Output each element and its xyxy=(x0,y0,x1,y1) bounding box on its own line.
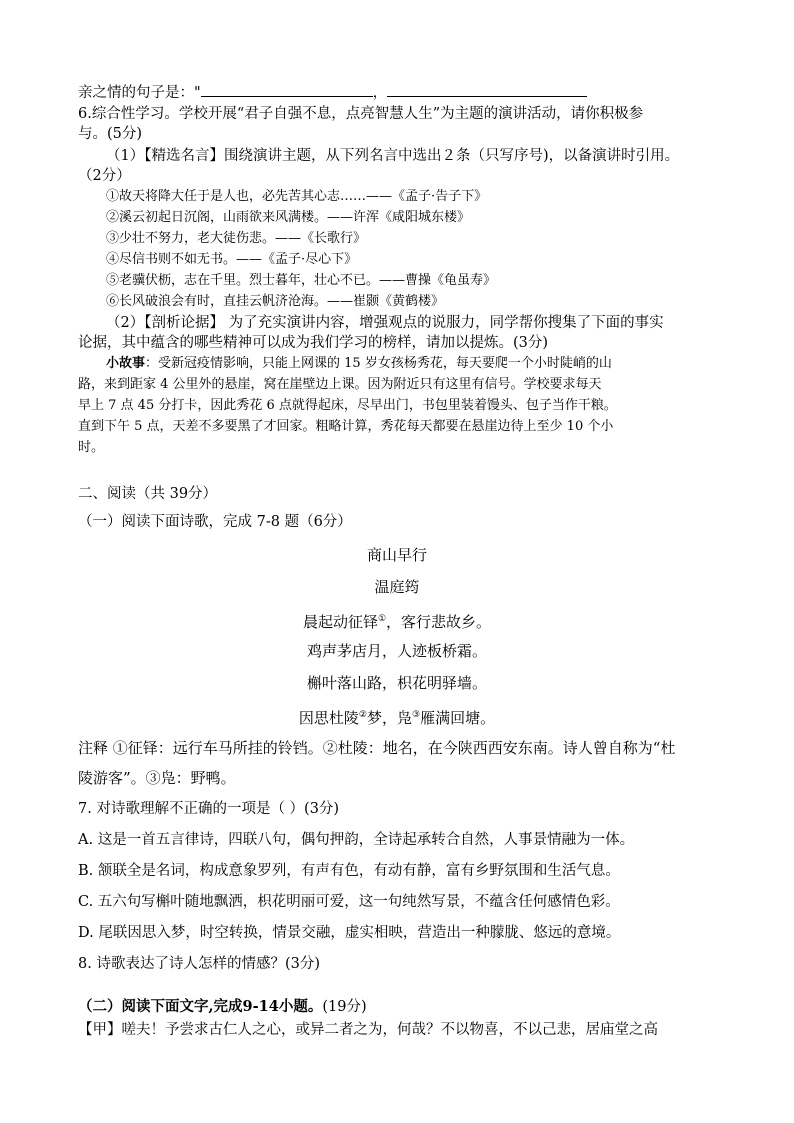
story-line: 时。 xyxy=(78,440,105,455)
q5-comma: ， xyxy=(372,85,388,101)
story-line xyxy=(106,354,612,374)
q7-stem: 7. 对诗歌理解不正确的一项是（ ）(3分) xyxy=(78,801,340,817)
quote-item: ⑥长风破浪会有时，直挂云帆济沧海。——崔颢《黄鹤楼》 xyxy=(106,294,445,309)
footnote-marker: ② xyxy=(358,710,367,720)
part2-intro-text: （二）阅读下面文字,完成9-14小题。 xyxy=(78,998,323,1015)
poem-line xyxy=(0,705,794,728)
poem-line: 槲叶落山路，枳花明驿墙。 xyxy=(306,674,487,692)
q5-answer-line xyxy=(78,82,587,103)
q6-stem-line1: 6.综合性学习。学校开展“君子自强不息，点亮智慧人生”为主题的演讲活动，请你积极参 xyxy=(78,106,644,122)
poem-author: 温庭筠 xyxy=(374,578,420,596)
poem-line: 鸡声茅店月，人迹板桥霜。 xyxy=(306,642,487,660)
part2-intro xyxy=(78,997,367,1017)
q8-stem: 8. 诗歌表达了诗人怎样的情感？(3分) xyxy=(78,956,320,972)
q6-part1-line1: （1）【精选名言】围绕演讲主题，从下列名言中选出２条（只写序号)，以备演讲时引用。 xyxy=(106,148,680,164)
q7-option-c: C. 五六句写槲叶随地飘洒，枳花明丽可爱，这一句纯然写景，不蕴含任何感情色彩。 xyxy=(78,894,620,910)
quote-item: ②溪云初起日沉阁，山雨欲来风满楼。——许浑《咸阳城东楼》 xyxy=(106,210,471,225)
poem-note-line2: 陵游客”。③凫：野鸭。 xyxy=(78,769,236,787)
q7-option-a: A. 这是一首五言律诗，四联八句，偶句押韵，全诗起承转合自然，人事景情融为一体。 xyxy=(78,832,635,848)
footnote-marker: ① xyxy=(377,614,387,624)
q6-stem-line2: 与。(5分) xyxy=(78,126,143,142)
q6-part2-line2: 论据，其中蕴含的哪些精神可以成为我们学习的榜样，请加以提炼。(3分) xyxy=(78,335,549,351)
poem-line-text: 因思杜陵 xyxy=(298,709,359,727)
part2-score: (19分) xyxy=(322,999,367,1015)
story-line: 直到下午 5 点，天差不多要黑了才回家。粗略计算，秀花每天都要在悬崖边待上至少 10 个小 xyxy=(78,419,614,434)
quote-item: ④尽信书则不如无书。——《孟子·尽心下》 xyxy=(106,252,358,267)
quote-item: ③少壮不努力，老大徒伤悲。——《长歌行》 xyxy=(106,231,367,246)
poem-line-text: 雁满回塘。 xyxy=(420,709,496,727)
story-label: 小故事 xyxy=(106,356,146,371)
poem-line-text: ，客行悲故乡。 xyxy=(386,613,492,631)
quote-item: ⑤老骥伏枥，志在千里。烈士暮年，壮心不已。——曹操《龟虽寿》 xyxy=(106,273,497,288)
section-title: 二、阅读（共 39分） xyxy=(78,486,218,502)
footnote-marker: ③ xyxy=(412,710,421,720)
poem-title: 商山早行 xyxy=(366,546,427,564)
part1-intro: （一）阅读下面诗歌，完成 7-8 题（6分） xyxy=(78,514,352,530)
answer-blank[interactable] xyxy=(387,82,587,97)
jia-passage-line: 【甲】嗟夫！予尝求古仁人之心，或异二者之为，何哉？不以物喜，不以己悲，居庙堂之高 xyxy=(78,1022,658,1038)
q6-part1-line2: （2分） xyxy=(78,168,131,184)
story-text: ：受新冠疫情影响，只能上网课的 15 岁女孩杨秀花，每天要爬一个小时陡峭的山 xyxy=(145,356,612,371)
quote-item: ①故天将降大任于是人也，必先苦其心志……——《孟子·告子下》 xyxy=(106,189,488,204)
q7-option-b: B. 颔联全是名词，构成意象罗列，有声有色，有动有静，富有乡野氛围和生活气息。 xyxy=(78,863,620,879)
q7-option-d: D. 尾联因思入梦，时空转换，情景交融，虚实相映，营造出一种朦胧、悠远的意境。 xyxy=(78,925,621,941)
q6-part2-line1: （2）【剖析论据】 为了充实演讲内容，增强观点的说服力，同学帮你搜集了下面的事实 xyxy=(106,315,664,331)
poem-line-text: 晨起动征铎 xyxy=(302,613,378,631)
q5-lead-text: 亲之情的句子是：" xyxy=(78,85,201,101)
poem-note-line1: 注释 ①征铎：远行车马所挂的铃铛。②杜陵：地名，在今陕西西安东南。诗人曾自称为“杜 xyxy=(78,739,676,757)
story-line: 路，来到距家 4 公里外的悬崖，窝在崖壁边上课。因为附近只有这里有信号。学校要求每天 xyxy=(78,377,602,392)
poem-line xyxy=(0,609,794,632)
answer-blank[interactable] xyxy=(201,82,373,97)
story-line: 早上 7 点 45 分打卡，因此秀花 6 点就得起床，尽早出门，书包里装着馒头、包子当作干粮。 xyxy=(78,398,617,413)
poem-line-text: 梦，凫 xyxy=(366,709,412,727)
